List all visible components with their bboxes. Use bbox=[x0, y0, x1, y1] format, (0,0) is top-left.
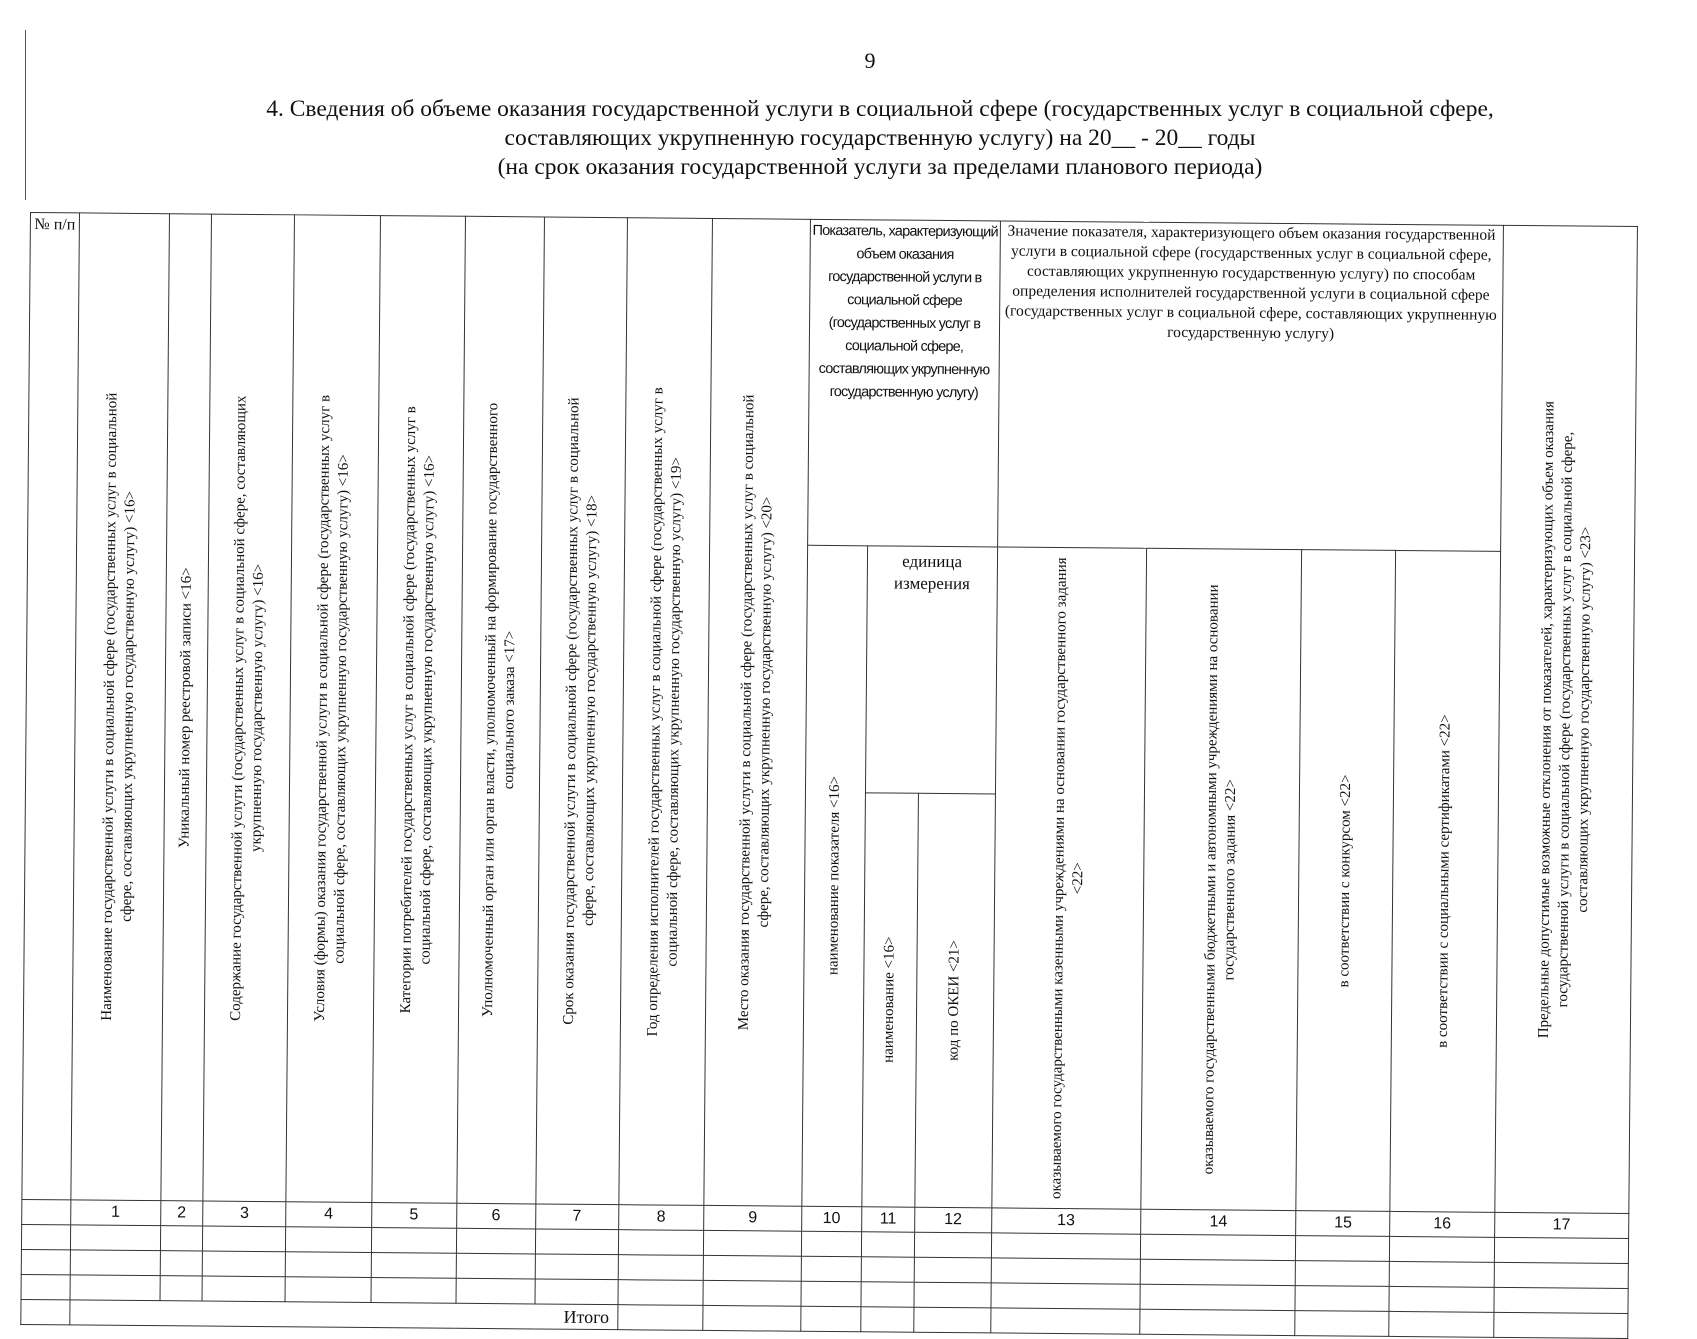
section-title-line-2: составляющих укрупненную государственную услугу) на 20__ - 20__ годы bbox=[504, 125, 1256, 151]
total-label: Итого bbox=[70, 1300, 618, 1330]
header-value-budget-institutions: оказываемого государственными бюджетными и автономными учреждениями на основании государственного задания <22> bbox=[1141, 548, 1302, 1210]
section-title bbox=[165, 95, 1595, 182]
column-number: 2 bbox=[160, 1201, 203, 1226]
header-service-content: Содержание государственной услуги (государственных услуг в социальной сфере, составляющих укрупненную государственную услугу) <16> bbox=[203, 214, 295, 1202]
header-service-conditions: Условия (формы) оказания государственной услуги в социальной сфере (государственных услуг в социальной сфере, составляющих укрупненную государственную услугу) <16> bbox=[286, 215, 380, 1203]
column-number: 1 bbox=[71, 1200, 161, 1226]
header-consumer-categories: Категории потребителей государственных услуг в социальной сфере (государственных услуг в социальной сфере, составляющих укрупненную государственную услугу) <16> bbox=[371, 216, 465, 1204]
header-service-name: Наименование государственной услуги в социальной сфере (государственных услуг в социальной сфере, составляющих укрупненную государственную услугу) <16> bbox=[71, 213, 169, 1201]
column-number: 11 bbox=[861, 1207, 914, 1232]
column-number-blank bbox=[22, 1199, 71, 1224]
header-unit-name: наименование <16> bbox=[862, 793, 919, 1208]
header-value-group: Значение показателя, характеризующего объем оказания государственной услуги в социальной сфере (государственных услуг в социальной сфере, составляющих укрупненную государственную услугу) по способам определения исполнителей государственной услуги в социальной сфере (государственных услуг в социальной сфере, составляющих укрупненную государственную услугу) bbox=[997, 221, 1503, 551]
column-number: 9 bbox=[704, 1205, 802, 1231]
column-number: 3 bbox=[203, 1201, 286, 1227]
header-indicator-name: наименование показателя <16> bbox=[802, 545, 867, 1206]
column-number: 10 bbox=[802, 1206, 862, 1232]
header-value-certificates: в соответствии с социальными сертификатами <22> bbox=[1390, 550, 1500, 1212]
header-value-state-institutions: оказываемого государственными казенными учреждениями на основании государственного задания <22> bbox=[992, 547, 1147, 1209]
column-number: 6 bbox=[456, 1203, 535, 1229]
column-number: 8 bbox=[618, 1205, 703, 1231]
column-number: 12 bbox=[915, 1207, 992, 1233]
column-number: 7 bbox=[535, 1204, 618, 1230]
header-unit-group: единица измерения bbox=[865, 546, 997, 794]
column-number: 16 bbox=[1390, 1211, 1495, 1237]
header-executor-year: Год определения исполнителей государственных услуг в социальной сфере (государственных услуг в социальной сфере, составляющих укрупненную государственную услугу) <19> bbox=[619, 218, 713, 1206]
table-container bbox=[20, 212, 1638, 1339]
header-okei-code: код по ОКЕИ <21> bbox=[915, 793, 995, 1208]
header-row-top bbox=[28, 213, 1638, 553]
header-authorized-body: Уполномоченный орган или орган власти, уполномоченный на формирование государственного социального заказа <17> bbox=[457, 216, 544, 1204]
header-indicator-group: Показатель, характеризующий объем оказания государственной услуги в социальной сфере (государственных услуг в социальной сфере, составляющих укрупненную государственную услугу) bbox=[808, 219, 1001, 547]
section-title-line-3: (на срок оказания государственной услуги за пределами планового периода) bbox=[497, 154, 1263, 180]
page-number: 9 bbox=[864, 48, 876, 73]
column-number: 15 bbox=[1296, 1211, 1390, 1237]
column-number: 13 bbox=[991, 1208, 1140, 1234]
section-title-line-1: 4. Сведения об объеме оказания государственной услуги в социальной сфере (государственных услуг в социальной сфере, bbox=[266, 96, 1494, 122]
header-registry-number: Уникальный номер реестровой записи <16> bbox=[160, 214, 211, 1201]
column-number: 4 bbox=[286, 1202, 371, 1228]
header-value-competition: в соответствии с конкурсом <22> bbox=[1296, 550, 1396, 1212]
header-row-number: № п/п bbox=[22, 213, 80, 1200]
column-number: 14 bbox=[1140, 1209, 1296, 1235]
header-service-place: Место оказания государственной услуги в социальной сфере (государственных услуг в социальной сфере, составляющих укрупненную государственную услугу) <20> bbox=[704, 218, 811, 1206]
column-number: 5 bbox=[371, 1203, 456, 1229]
header-allowed-deviations: Предельные допустимые возможные отклонения от показателей, характеризующих объем оказания государственной услуги в социальной сфере (государственных услуг в социальной сфере, составляющих укрупненную государственную услугу) <23> bbox=[1494, 225, 1637, 1213]
column-number: 17 bbox=[1494, 1212, 1629, 1238]
header-service-term: Срок оказания государственной услуги в социальной сфере (государственных услуг в социальной сфере, составляющих укрупненную государственную услугу) <18> bbox=[535, 217, 627, 1205]
volume-table bbox=[20, 212, 1638, 1339]
